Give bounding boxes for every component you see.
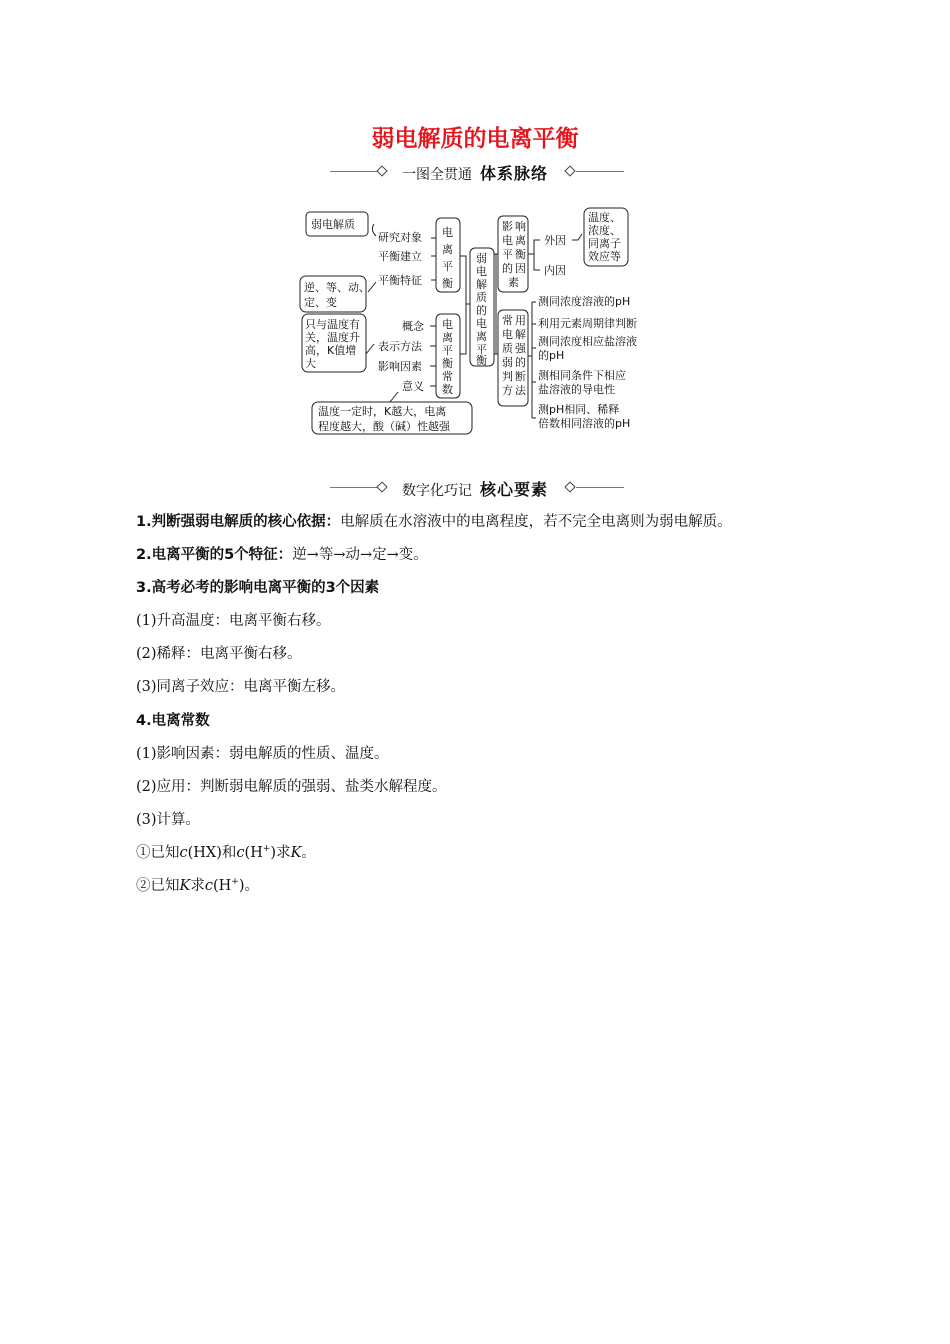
text-run: (H [244,845,263,861]
vertical-methods-11: 方 [502,384,513,397]
paragraph-text: 电解质在水溶液中的电离程度，若不完全电离则为弱电解质。 [340,514,732,530]
vertical-influence-5: 平 [502,248,513,261]
section-main: 体系脉络 [479,164,548,183]
text-run: )求 [270,845,291,861]
paragraph-4-item-1: (1)影响因素：弱电解质的性质、温度。 [136,746,389,762]
text-run: 。 [301,845,316,861]
text-run: ②已知 [136,878,180,894]
paragraph-1 [136,512,732,532]
vertical-ionization-eq-3: 平 [442,260,453,273]
vertical-influence-3: 电 [502,234,513,247]
paragraph-3-item-2: (2)稀释：电离平衡右移。 [136,646,302,662]
method-item-5b: 倍数相同溶液的pH [538,417,631,430]
constant-symbol: K [290,845,302,861]
vertical-ionization-eq-4: 衡 [442,277,453,290]
charge-superscript: + [262,844,271,855]
temp-box-line1: 只与温度有 [305,318,360,331]
paragraph-4-heading [136,711,210,731]
vertical-constant-2: 离 [442,331,453,344]
vertical-center-1: 弱 [476,252,487,265]
concentration-symbol: c [236,845,245,861]
node-expression: 表示方法 [378,340,422,353]
vertical-center-7: 离 [476,330,487,343]
node-weak-electrolyte: 弱电解质 [311,218,355,231]
node-internal: 内因 [544,264,566,277]
vertical-center-5: 的 [476,304,487,317]
external-box-line3: 同离子 [588,237,621,250]
text-run: )。 [238,878,259,894]
section-prefix: 数字化巧记 [401,483,472,499]
node-external: 外因 [544,234,566,247]
node-research-object: 研究对象 [378,231,422,244]
concentration-symbol: c [204,878,213,894]
paragraph-4-item-3a [136,843,316,863]
vertical-methods-5: 质 [502,342,513,355]
external-box-line4: 效应等 [588,250,621,263]
vertical-methods-4: 解 [515,328,526,341]
section-prefix: 一图全贯通 [401,167,472,183]
paragraph-heading: 1.判断强弱电解质的核心依据： [136,514,341,530]
text-run: 求 [190,878,205,894]
paragraph-3-item-1: (1)升高温度：电离平衡右移。 [136,613,331,629]
node-equilibrium-setup: 平衡建立 [378,250,422,263]
vertical-methods-12: 法 [515,384,526,397]
external-box-line2: 浓度、 [588,224,621,237]
section-header-core [0,476,950,500]
vertical-influence-7: 的 [502,262,513,275]
features-box-line2: 定、变 [304,296,337,309]
concentration-symbol: c [179,845,188,861]
vertical-center-8: 平 [476,343,487,356]
paragraph-heading: 3.高考必考的影响电离平衡的3个因素 [136,580,380,596]
paragraph-3-item-3: (3)同离子效应：电离平衡左移。 [136,679,346,695]
method-item-4a: 测相同条件下相应 [538,369,626,382]
paragraph-3-heading [136,578,379,598]
vertical-constant-3: 平 [442,344,453,357]
paragraph-4-item-3b [136,876,259,896]
node-equilibrium-features: 平衡特征 [378,274,422,287]
paragraph-heading: 2.电离平衡的5个特征： [136,547,293,563]
temp-box-line3: 高，K值增 [305,344,357,357]
paragraph-2 [136,545,428,565]
external-box-line1: 温度、 [588,211,621,224]
paragraph-4-item-3: (3)计算。 [136,812,201,828]
vertical-ionization-eq-1: 电 [442,226,453,239]
vertical-methods-8: 的 [515,356,526,369]
meaning-box-line2: 程度越大，酸（碱）性越强 [318,420,450,433]
method-item-5a: 测pH相同、稀释 [538,403,620,416]
node-meaning: 意义 [402,380,424,393]
method-item-2: 利用元素周期律判断 [538,317,637,330]
vertical-center-9: 衡 [476,354,487,367]
features-box-line1: 逆、等、动、 [304,281,370,294]
section-header-structure [0,160,950,184]
paragraph-text: 逆→等→动→定→变。 [292,547,428,563]
vertical-influence-1: 影 [502,220,513,233]
vertical-center-4: 质 [476,291,487,304]
vertical-constant-1: 电 [442,318,453,331]
method-item-1: 测同浓度溶液的pH [538,295,631,308]
method-item-4b: 盐溶液的导电性 [538,383,615,396]
paragraph-4-item-2: (2)应用：判断弱电解质的强弱、盐类水解程度。 [136,779,447,795]
node-factors: 影响因素 [378,360,422,373]
concept-map [298,204,662,440]
node-concept: 概念 [402,320,424,333]
vertical-influence-6: 衡 [515,248,526,261]
method-item-3a: 测同浓度相应盐溶液 [538,335,637,348]
vertical-center-3: 解 [476,278,487,291]
page-title: 弱电解质的电离平衡 [371,126,579,152]
text-run: (HX)和 [187,845,237,861]
meaning-box-line1: 温度一定时，K越大，电离 [318,405,447,418]
temp-box-line4: 大 [305,357,316,370]
vertical-methods-6: 强 [515,342,526,355]
section-main: 核心要素 [479,480,548,499]
paragraph-heading: 4.电离常数 [136,713,210,729]
method-item-3b: 的pH [538,349,565,362]
vertical-constant-6: 数 [442,383,453,396]
vertical-influence-4: 离 [515,234,526,247]
charge-superscript: + [231,877,239,888]
vertical-methods-2: 用 [515,314,526,327]
vertical-constant-4: 衡 [442,357,453,370]
vertical-methods-9: 判 [502,370,513,383]
vertical-influence-9: 素 [508,276,519,289]
constant-symbol: K [179,878,191,894]
vertical-methods-10: 断 [515,370,526,383]
vertical-methods-1: 常 [502,314,513,327]
text-run: (H [212,878,232,894]
temp-box-line2: 关，温度升 [305,331,360,344]
vertical-methods-3: 电 [502,328,513,341]
vertical-constant-5: 常 [442,370,453,383]
vertical-center-2: 电 [476,265,487,278]
vertical-influence-2: 响 [515,220,526,233]
vertical-ionization-eq-2: 离 [442,243,453,256]
vertical-center-6: 电 [476,317,487,330]
text-run: ①已知 [136,845,180,861]
vertical-influence-8: 因 [515,262,526,275]
vertical-methods-7: 弱 [502,356,513,369]
